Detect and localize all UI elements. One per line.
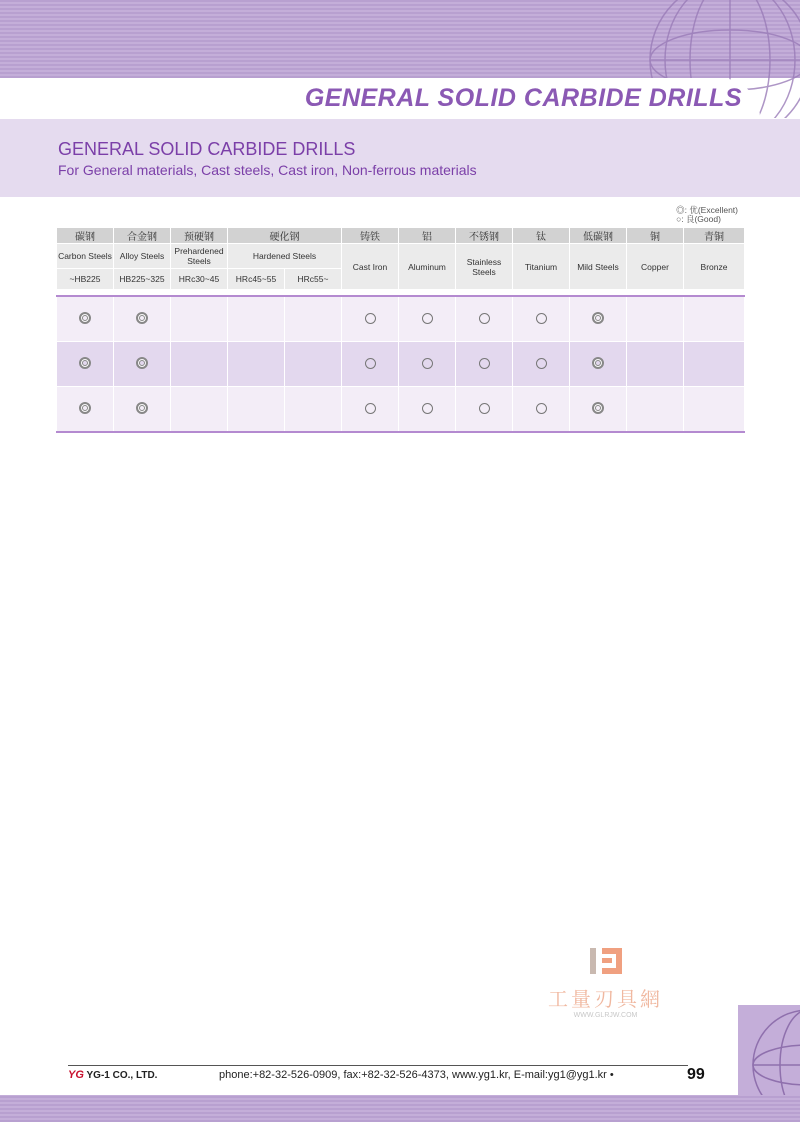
good-icon	[536, 403, 547, 414]
rating-cell	[171, 296, 228, 342]
good-icon	[479, 358, 490, 369]
rating-cell	[342, 296, 399, 342]
good-icon	[479, 313, 490, 324]
footer-divider	[68, 1065, 688, 1066]
rating-cell	[456, 342, 513, 387]
excellent-icon	[136, 357, 148, 369]
rating-cell	[57, 387, 114, 433]
rating-cell	[285, 342, 342, 387]
rating-cell	[513, 296, 570, 342]
watermark-logo-icon	[538, 946, 673, 983]
rating-cell	[399, 342, 456, 387]
good-icon	[365, 358, 376, 369]
cn-header: 铝	[399, 228, 456, 244]
en-header: Titanium	[513, 244, 570, 290]
cn-header: 钛	[513, 228, 570, 244]
good-icon	[422, 313, 433, 324]
excellent-label: : 优(Excellent)	[684, 205, 738, 215]
good-icon	[365, 403, 376, 414]
good-label: : 良(Good)	[681, 214, 721, 224]
cn-header: 铸铁	[342, 228, 399, 244]
rating-cell	[456, 387, 513, 433]
rating-cell	[228, 296, 285, 342]
excellent-icon	[136, 402, 148, 414]
en-header: Alloy Steels	[114, 244, 171, 269]
rating-cell	[570, 296, 627, 342]
rating-cell	[513, 342, 570, 387]
good-symbol: ○	[676, 214, 682, 224]
en-header: Cast Iron	[342, 244, 399, 290]
hardness-cell: HB225~325	[114, 269, 171, 290]
hardness-cell: HRc45~55	[228, 269, 285, 290]
rating-cell	[456, 296, 513, 342]
rating-cell	[570, 387, 627, 433]
cn-header-row	[57, 228, 745, 244]
excellent-icon	[592, 312, 604, 324]
cn-header: 低碳钢	[570, 228, 627, 244]
rating-cell	[342, 387, 399, 433]
material-table	[56, 227, 745, 297]
watermark-text: 工量刃具網	[548, 989, 663, 1011]
rating-cell	[627, 342, 684, 387]
rating-cell	[285, 296, 342, 342]
contact-info: phone:+82-32-526-0909, fax:+82-32-526-4373, www.yg1.kr, E-mail:yg1@yg1.kr •	[219, 1069, 614, 1081]
en-header: Copper	[627, 244, 684, 290]
cn-header: 预硬钢	[171, 228, 228, 244]
company-logo	[68, 1069, 157, 1081]
rating-cell	[684, 296, 745, 342]
good-icon	[365, 313, 376, 324]
table-row	[57, 342, 745, 387]
rating-cell	[684, 387, 745, 433]
footer-band	[0, 1095, 800, 1122]
excellent-icon	[136, 312, 148, 324]
rating-cell	[228, 387, 285, 433]
watermark-url: WWW.GLRJW.COM	[573, 1012, 638, 1019]
table-row	[57, 296, 745, 342]
good-icon	[422, 403, 433, 414]
cn-header: 青铜	[684, 228, 745, 244]
en-header: Carbon Steels	[57, 244, 114, 269]
excellent-symbol: ◎	[676, 205, 685, 215]
section-title: GENERAL SOLID CARBIDE DRILLS	[58, 139, 356, 159]
en-header: Mild Steels	[570, 244, 627, 290]
hardness-cell: HRc55~	[285, 269, 342, 290]
rating-cell	[570, 342, 627, 387]
excellent-icon	[79, 312, 91, 324]
excellent-icon	[592, 357, 604, 369]
en-header: Aluminum	[399, 244, 456, 290]
rating-cell	[228, 342, 285, 387]
rating-cell	[114, 387, 171, 433]
rating-cell	[171, 387, 228, 433]
rating-cell	[399, 296, 456, 342]
company-name: YG-1 CO., LTD.	[86, 1070, 158, 1081]
good-icon	[536, 313, 547, 324]
rating-cell	[342, 342, 399, 387]
rating-cell	[627, 387, 684, 433]
rating-cell	[57, 342, 114, 387]
en-header: Bronze	[684, 244, 745, 290]
page-title: GENERAL SOLID CARBIDE DRILLS	[304, 84, 742, 112]
good-icon	[479, 403, 490, 414]
cn-header: 合金钢	[114, 228, 171, 244]
excellent-icon	[79, 402, 91, 414]
hardness-cell: ~HB225	[57, 269, 114, 290]
table-row	[57, 387, 745, 433]
rating-cell	[285, 387, 342, 433]
excellent-icon	[592, 402, 604, 414]
yg-logo-mark: YG	[68, 1069, 84, 1081]
watermark	[538, 946, 673, 1019]
rating-cell	[114, 296, 171, 342]
en-header: Stainless Steels	[456, 244, 513, 290]
good-icon	[536, 358, 547, 369]
rating-cell	[114, 342, 171, 387]
rating-table	[56, 295, 745, 433]
rating-cell	[684, 342, 745, 387]
legend	[676, 206, 738, 224]
section-subtitle: For General materials, Cast steels, Cast iron, Non-ferrous materials	[58, 162, 477, 178]
en-header: Hardened Steels	[228, 244, 342, 269]
cn-header: 不锈钢	[456, 228, 513, 244]
rating-cell	[171, 342, 228, 387]
cn-header: 碳钢	[57, 228, 114, 244]
cn-header: 硬化钢	[228, 228, 342, 244]
en-header-row	[57, 244, 745, 269]
rating-cell	[513, 387, 570, 433]
cn-header: 铜	[627, 228, 684, 244]
page-number: 99	[687, 1066, 705, 1083]
good-icon	[422, 358, 433, 369]
rating-cell	[627, 296, 684, 342]
rating-cell	[57, 296, 114, 342]
hardness-cell: HRc30~45	[171, 269, 228, 290]
excellent-icon	[79, 357, 91, 369]
en-header: Prehardened Steels	[171, 244, 228, 269]
rating-cell	[399, 387, 456, 433]
